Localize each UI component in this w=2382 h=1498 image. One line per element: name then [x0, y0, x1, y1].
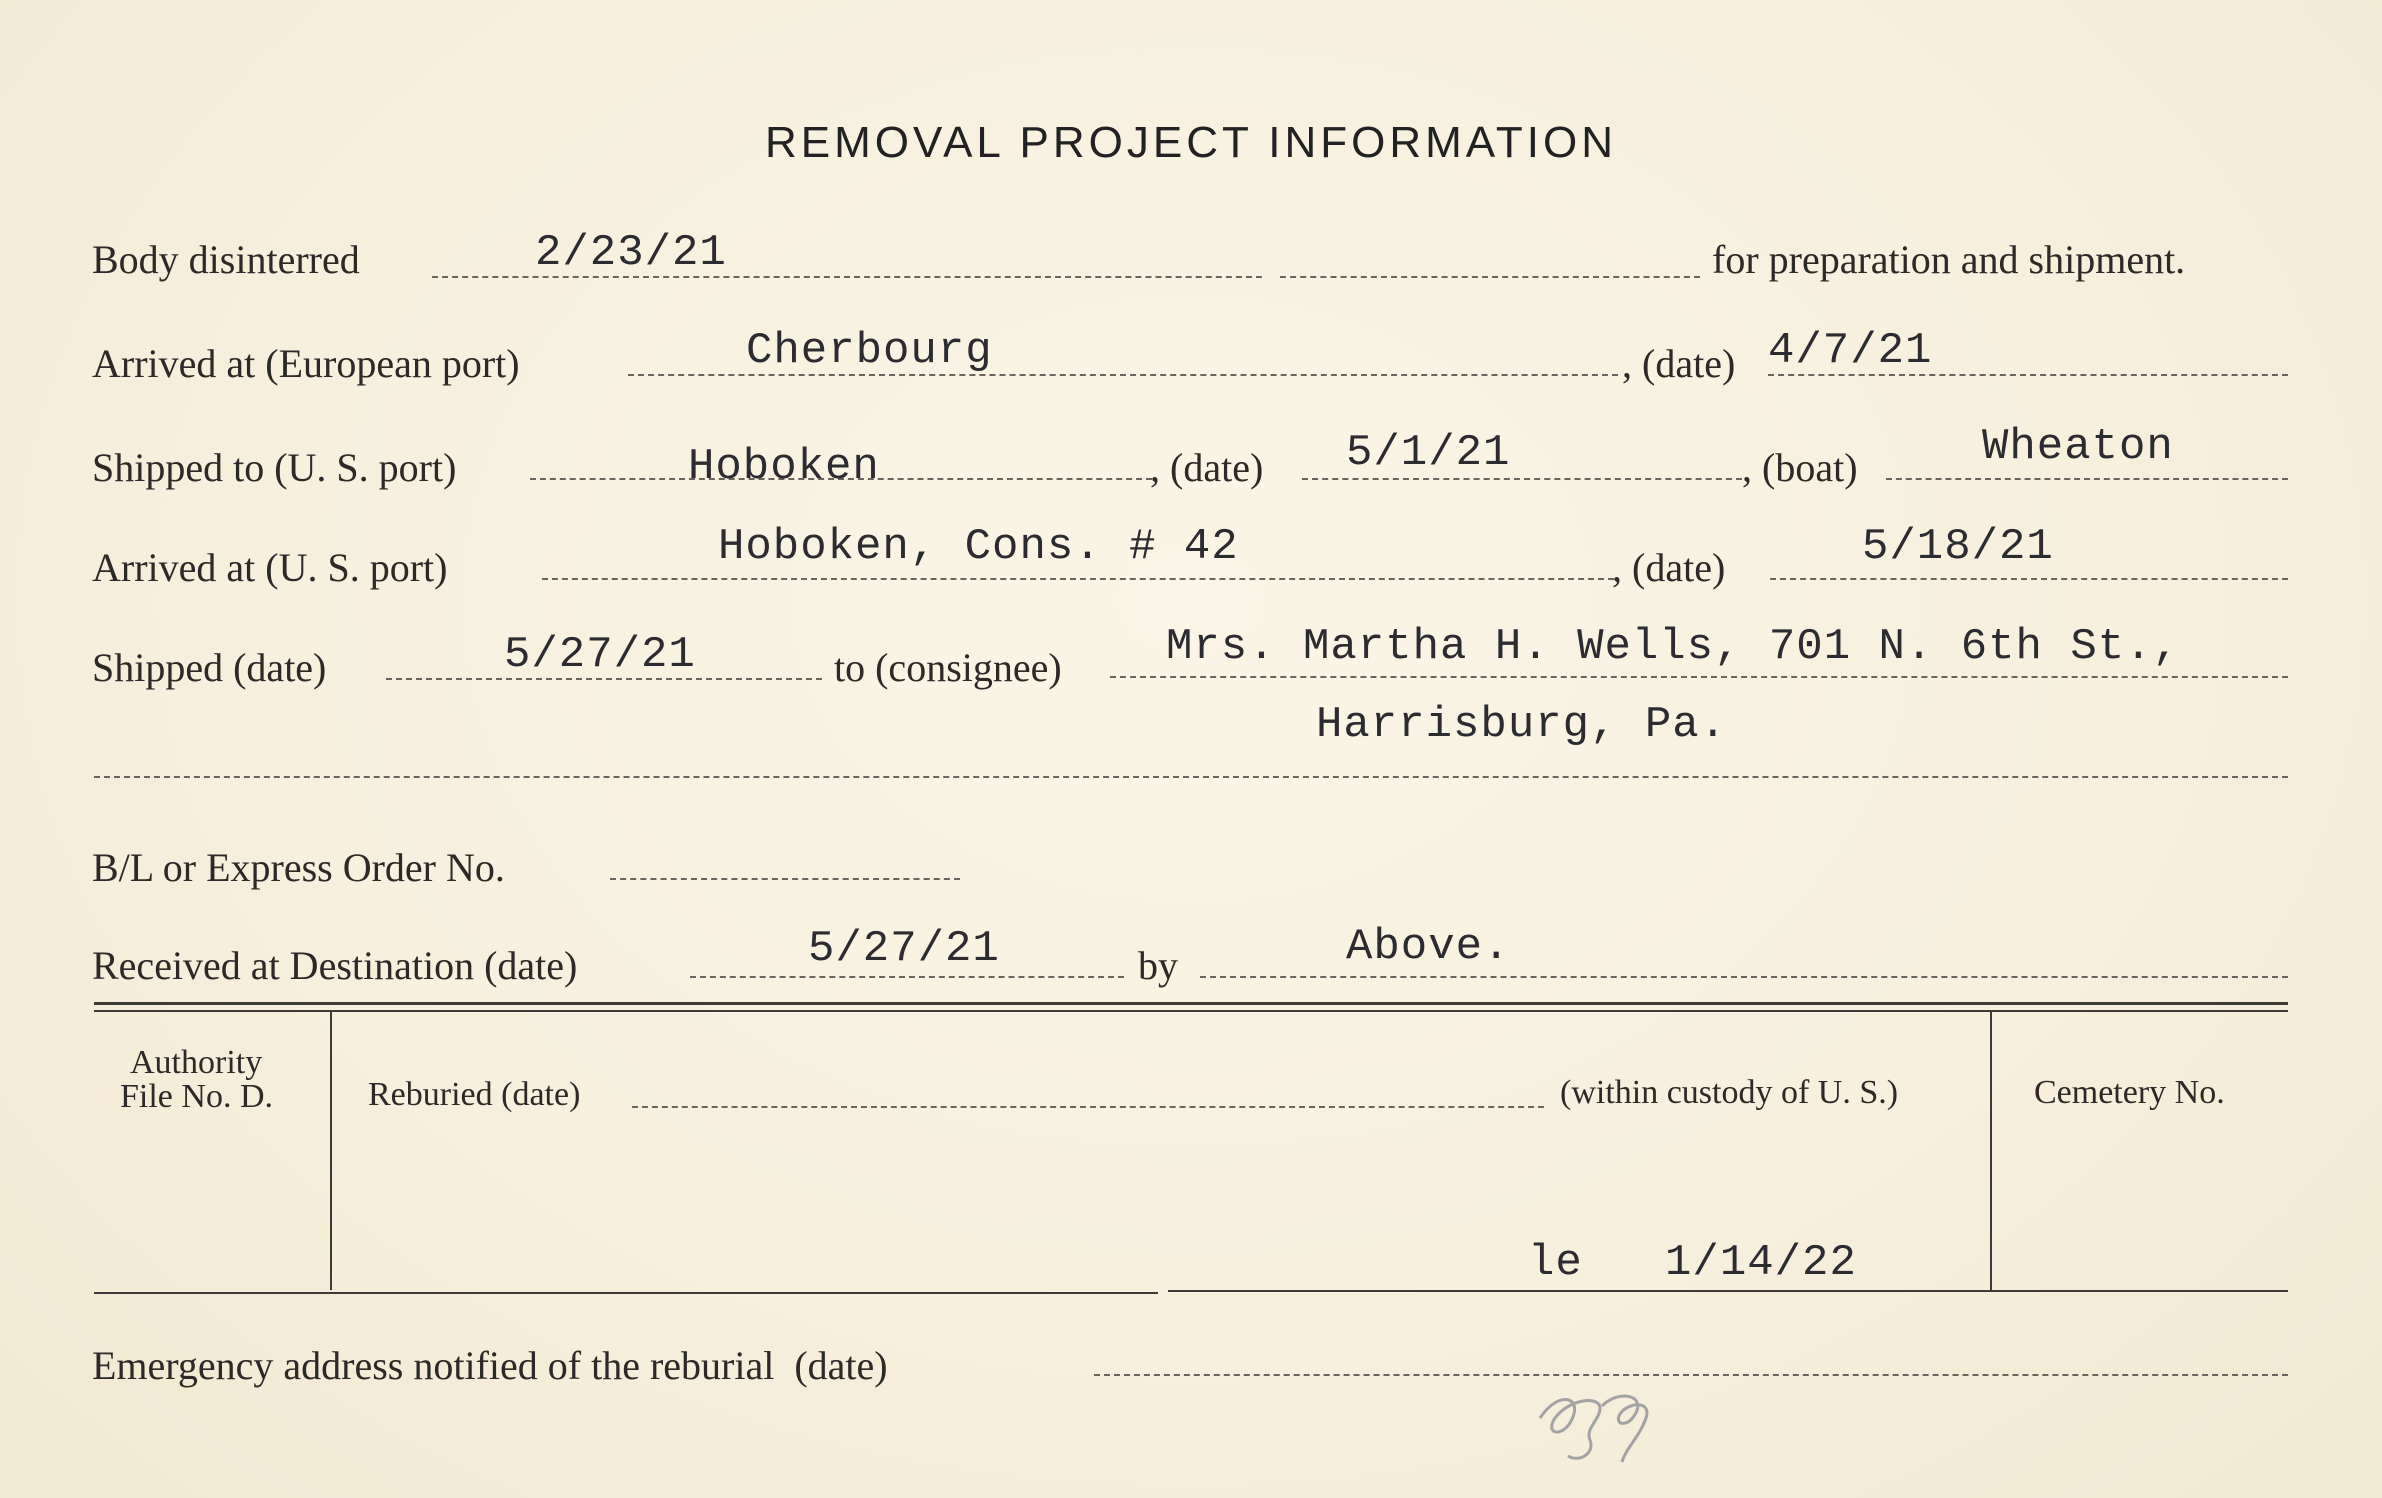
box-divider-right — [1990, 1012, 1992, 1290]
card-title-text: REMOVAL PROJECT INFORMATION — [765, 118, 1617, 167]
arrived-us-value: Hoboken, Cons. # 42 — [718, 522, 1239, 572]
reburied-line — [632, 1106, 1544, 1108]
received-by-label: by — [1138, 943, 1178, 988]
emergency-line — [1094, 1374, 2288, 1376]
shipped-us-date-label: , (date) — [1150, 445, 1264, 490]
cemetery-label: Cemetery No. — [2034, 1074, 2225, 1111]
arrived-european-value: Cherbourg — [746, 326, 993, 376]
double-rule-bottom — [94, 1010, 2288, 1012]
received-by-value: Above. — [1346, 922, 1511, 972]
body-disinterred-value: 2/23/21 — [535, 228, 727, 278]
shipped-date-value: 5/27/21 — [504, 630, 696, 680]
reburied-label: Reburied (date) — [368, 1076, 581, 1113]
arrived-us-date: 5/18/21 — [1862, 522, 2054, 572]
pencil-initials-mark — [1530, 1378, 1660, 1468]
received-by-line — [1200, 976, 2288, 978]
consignee-label: to (consignee) — [834, 645, 1062, 690]
bl-express-line — [610, 878, 960, 880]
authority-label-1: Authority — [130, 1044, 263, 1081]
arrived-european-label: Arrived at (European port) — [92, 341, 520, 386]
custody-label: (within custody of U. S.) — [1560, 1074, 1899, 1111]
shipped-us-date: 5/1/21 — [1346, 428, 1511, 478]
consignee-line-2: Harrisburg, Pa. — [1316, 700, 1728, 750]
card-title — [0, 118, 2382, 168]
shipped-us-label: Shipped to (U. S. port) — [92, 445, 457, 490]
arrived-us-date-line — [1770, 578, 2288, 580]
blank-line — [94, 776, 2288, 778]
shipped-us-date-line — [1302, 478, 1742, 480]
received-value: 5/27/21 — [808, 924, 1000, 974]
arrived-european-date-label: , (date) — [1622, 341, 1736, 386]
shipped-us-boat-label: , (boat) — [1742, 445, 1858, 490]
received-label: Received at Destination (date) — [92, 943, 578, 988]
shipped-date-label: Shipped (date) — [92, 645, 327, 690]
shipped-us-boat-line — [1886, 478, 2288, 480]
box-bottom-rule-right — [1168, 1290, 2288, 1292]
received-line — [690, 976, 1124, 978]
consignee-line-1: Mrs. Martha H. Wells, 701 N. 6th St., — [1166, 622, 2180, 672]
arrived-us-line — [542, 578, 1614, 580]
emergency-label: Emergency address notified of the reburial (date) — [92, 1343, 888, 1388]
arrived-european-date: 4/7/21 — [1768, 326, 1933, 376]
bl-express-label: B/L or Express Order No. — [92, 845, 505, 890]
consignee-line — [1110, 676, 2288, 678]
shipped-us-boat: Wheaton — [1982, 422, 2174, 472]
double-rule-top — [94, 1002, 2288, 1005]
preparation-suffix: for preparation and shipment. — [1712, 237, 2186, 282]
reburial-note: le 1/14/22 — [1528, 1238, 1857, 1288]
body-disinterred-label: Body disinterred — [92, 237, 360, 282]
box-bottom-rule-left — [94, 1292, 1158, 1294]
arrived-us-label: Arrived at (U. S. port) — [92, 545, 448, 590]
authority-label-2: File No. D. — [120, 1078, 273, 1115]
arrived-us-date-label: , (date) — [1612, 545, 1726, 590]
body-disinterred-line-2 — [1280, 276, 1700, 278]
box-divider-left — [330, 1012, 332, 1290]
shipped-us-value: Hoboken — [688, 442, 880, 492]
